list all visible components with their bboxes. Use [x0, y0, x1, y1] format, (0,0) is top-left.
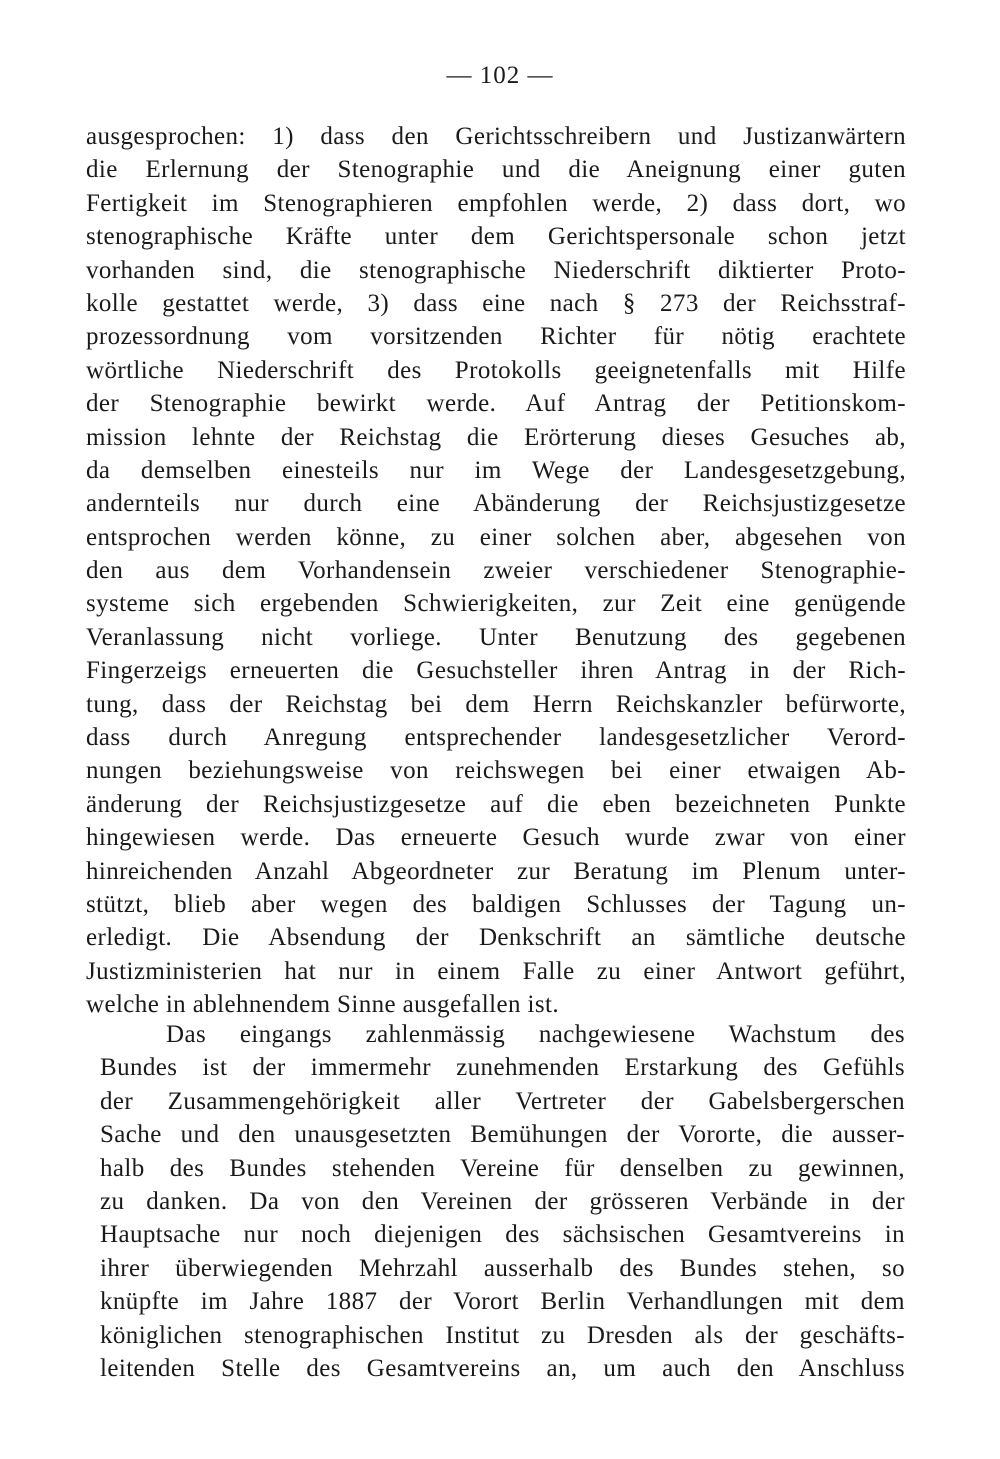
text-line: hinreichenden Anzahl Abgeordneter zur Beratung im Plenum unter-	[86, 857, 906, 885]
text-line: da demselben einesteils nur im Wege der Landesgesetzgebung,	[86, 456, 906, 484]
text-line: ausgesprochen: 1) dass den Gerichtsschreibern und Justizanwärtern	[86, 123, 906, 150]
text-line: Veranlassung nicht vorliege. Unter Benutzung des gegebenen	[86, 623, 906, 651]
text-line: entsprochen werden könne, zu einer solchen aber, abgesehen von	[86, 523, 906, 551]
paragraph-2	[100, 1018, 905, 1385]
text-line: vorhanden sind, die stenographische Niederschrift diktierter Proto-	[86, 256, 906, 284]
text-line: kolle gestattet werde, 3) dass eine nach § 273 der Reichsstraf-	[86, 289, 906, 317]
text-line: hingewiesen werde. Das erneuerte Gesuch wurde zwar von einer	[86, 824, 906, 852]
text-line: systeme sich ergebenden Schwierigkeiten, zur Zeit eine genügende	[86, 590, 906, 618]
text-line: welche in ablehnendem Sinne ausgefallen ist.	[86, 991, 560, 1019]
text-line: die Erlernung der Stenographie und die Aneignung einer guten	[86, 156, 906, 184]
text-line: der Stenographie bewirkt werde. Auf Antrag der Petitionskom-	[86, 390, 906, 418]
text-line: Fertigkeit im Stenographieren empfohlen werde, 2) dass dort, wo	[86, 189, 906, 217]
text-line: prozessordnung vom vorsitzenden Richter für nötig erachtete	[86, 323, 906, 351]
text-line: Justizministerien hat nur in einem Falle zu einer Antwort geführt,	[86, 957, 906, 985]
text-line: stützt, blieb aber wegen des baldigen Schlusses der Tagung un-	[86, 890, 906, 918]
text-line: knüpfte im Jahre 1887 der Vorort Berlin Verhandlungen mit dem	[100, 1288, 905, 1316]
text-line: Bundes ist der immermehr zunehmenden Erstarkung des Gefühls	[100, 1054, 905, 1082]
text-line: änderung der Reichsjustizgesetze auf die eben bezeichneten Punkte	[86, 790, 906, 818]
text-line: mission lehnte der Reichstag die Erörterung dieses Gesuches ab,	[86, 423, 906, 451]
text-line: erledigt. Die Absendung der Denkschrift an sämtliche deutsche	[86, 924, 906, 952]
text-line: leitenden Stelle des Gesamtvereins an, um auch den Anschluss	[100, 1354, 905, 1382]
text-line: andernteils nur durch eine Abänderung der Reichsjustizgesetze	[86, 490, 906, 518]
text-line: stenographische Kräfte unter dem Gerichtspersonale schon jetzt	[86, 223, 906, 251]
text-line: ihrer überwiegenden Mehrzahl ausserhalb des Bundes stehen, so	[100, 1254, 905, 1282]
text-line: königlichen stenographischen Institut zu Dresden als der geschäfts-	[100, 1321, 905, 1349]
text-line: Fingerzeigs erneuerten die Gesuchsteller ihren Antrag in der Rich-	[86, 657, 906, 685]
paragraph-1	[86, 120, 906, 1022]
text-line: Das eingangs zahlenmässig nachgewiesene Wachstum des	[166, 1021, 905, 1048]
page-number: — 102 —	[446, 62, 554, 89]
text-line: Hauptsache nur noch diejenigen des sächsischen Gesamtvereins in	[100, 1221, 905, 1249]
text-line: der Zusammengehörigkeit aller Vertreter der Gabelsbergerschen	[100, 1087, 905, 1115]
text-line: nungen beziehungsweise von reichswegen bei einer etwaigen Ab-	[86, 757, 906, 785]
text-line: Sache und den unausgesetzten Bemühungen der Vororte, die ausser-	[100, 1121, 905, 1149]
text-line: halb des Bundes stehenden Vereine für denselben zu gewinnen,	[100, 1154, 905, 1182]
text-line: dass durch Anregung entsprechender landesgesetzlicher Verord-	[86, 724, 906, 752]
text-line: den aus dem Vorhandensein zweier verschiedener Stenographie-	[86, 557, 906, 585]
text-line: tung, dass der Reichstag bei dem Herrn Reichskanzler befürworte,	[86, 690, 906, 718]
text-line: wörtliche Niederschrift des Protokolls geeignetenfalls mit Hilfe	[86, 356, 906, 384]
text-line: zu danken. Da von den Vereinen der grösseren Verbände in der	[100, 1187, 905, 1215]
